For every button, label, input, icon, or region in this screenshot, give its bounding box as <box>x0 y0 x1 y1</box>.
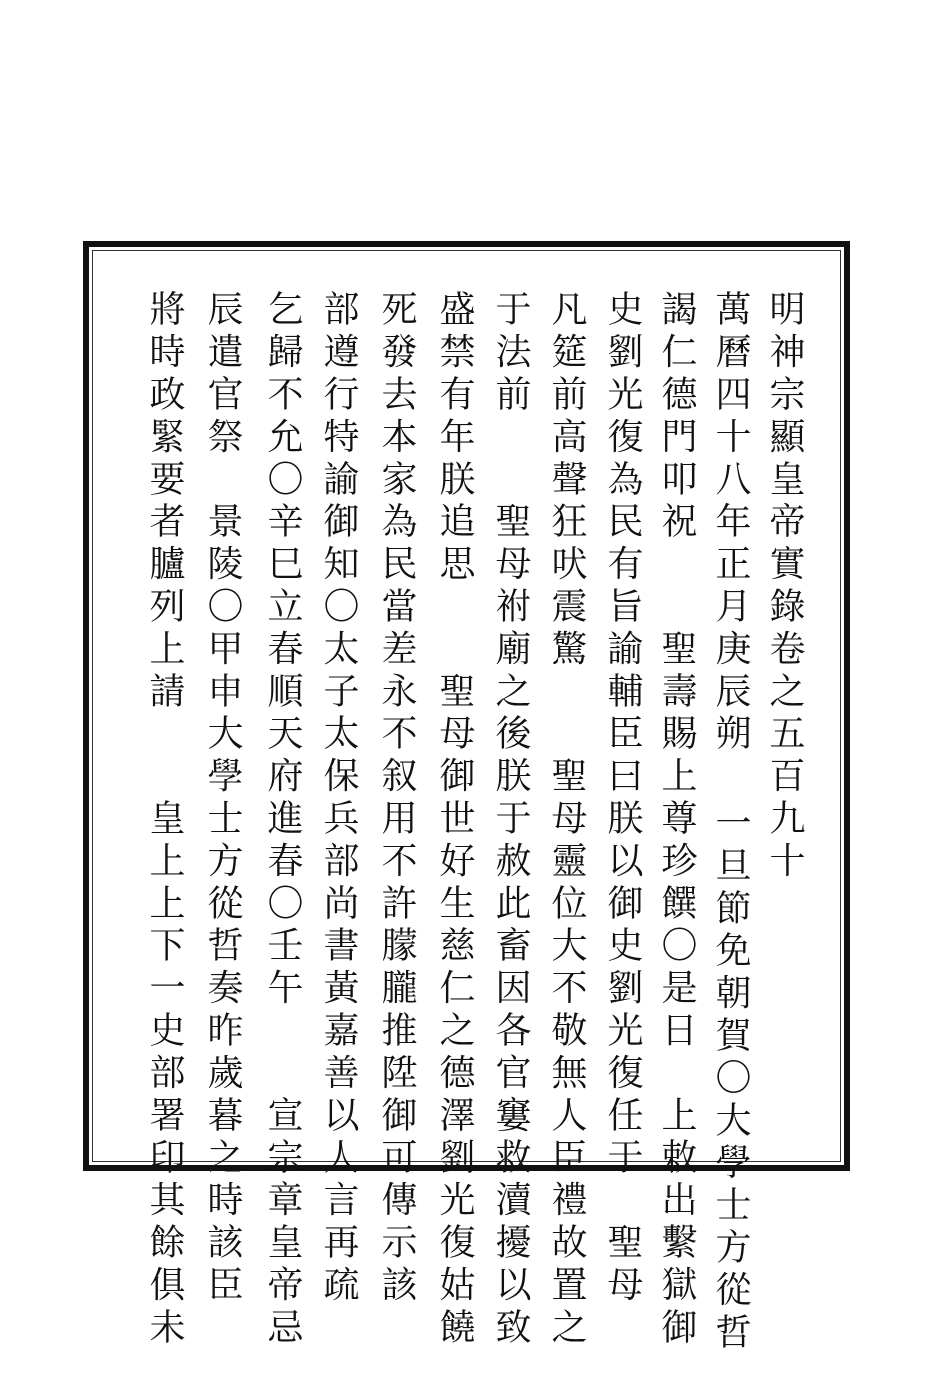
text-column-11: 辰遣官祭 景陵〇甲申大學士方從哲奏昨歲暮之時該臣 <box>202 290 243 1308</box>
text-column-title: 明神宗顯皇帝實錄卷之五百九十 <box>764 290 805 884</box>
text-column-4: 史劉光復為民有旨諭輔臣曰朕以御史劉光復任于 聖母 <box>602 290 643 1308</box>
text-column-12: 將時政緊要者臚列上請 皇上上下一史部署印其餘俱未 <box>144 290 185 1350</box>
text-column-7: 盛禁有年朕追思 聖母御世好生慈仁之德澤劉光復姑饒 <box>434 290 475 1350</box>
text-column-6: 于法前 聖母祔廟之後朕于赦此畜因各官窶救瀆擾以致 <box>490 290 531 1350</box>
text-column-3: 謁仁德門叩祝 聖壽賜上尊珍饌〇是日 上敕出繫獄御 <box>656 290 697 1350</box>
text-column-8: 死發去本家為民當差永不叙用不許朦朧推陞御可傳示該 <box>376 290 417 1308</box>
text-column-10: 乞歸不允〇辛巳立春順天府進春〇壬午 宣宗章皇帝忌 <box>262 290 303 1350</box>
text-column-5: 凡筵前高聲狂吠震驚 聖母靈位大不敬無人臣禮故置之 <box>546 290 587 1350</box>
text-column-2: 萬曆四十八年正月庚辰朔 一旦節免朝賀〇大學士方從哲 <box>710 290 751 1355</box>
text-column-9: 部遵行特諭御知〇太子太保兵部尚書黃嘉善以人言再疏 <box>318 290 359 1308</box>
